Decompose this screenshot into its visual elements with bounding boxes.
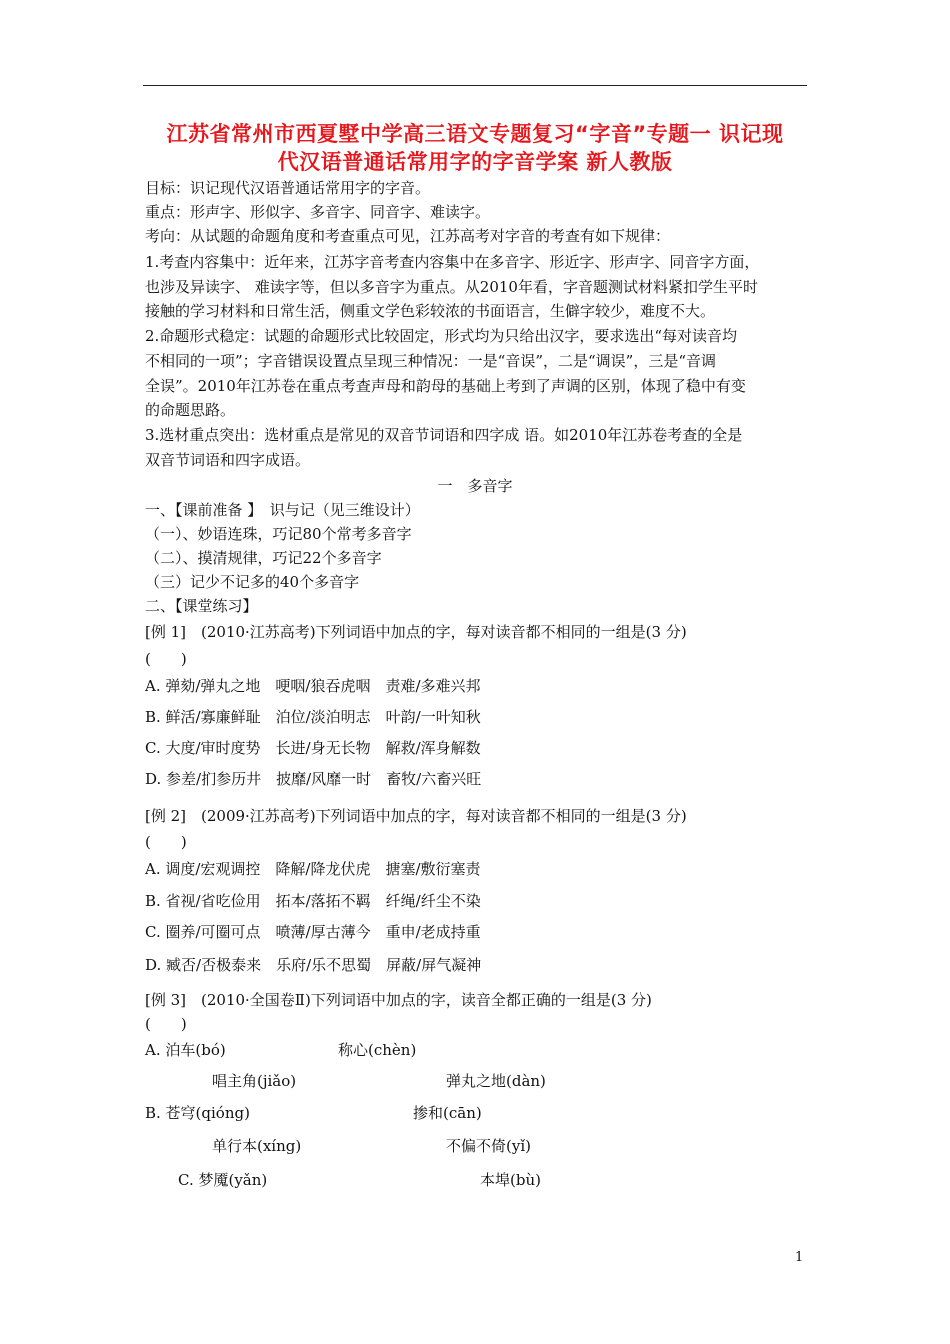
prep-item-3: （三）记少不记多的40个多音字 xyxy=(145,573,360,591)
example-1-option-c: C. 大度/审时度势 长进/身无长物 解救/浑身解数 xyxy=(145,739,481,757)
example-3-option-a-2: 称心(chèn) xyxy=(338,1041,417,1059)
point3-line2: 双音节词语和四字成语。 xyxy=(145,451,311,469)
example-2-option-d: D. 臧否/否极泰来 乐府/乐不思蜀 屏蔽/屏气凝神 xyxy=(145,956,482,974)
point3-line1: 3.选材重点突出：选材重点是常见的双音节词语和四字成 语。如2010年江苏卷考查的全是 xyxy=(145,426,743,444)
title-line-1: 江苏省常州市西夏墅中学高三语文专题复习“字音”专题一 识记现 xyxy=(166,122,784,146)
example-1-stem: [例 1] (2010·江苏高考)下列词语中加点的字，每对读音都不相同的一组是(3 分) xyxy=(145,623,687,641)
example-1-answer-paren: ( ) xyxy=(145,650,187,668)
example-3-answer-paren: ( ) xyxy=(145,1015,187,1033)
example-1-option-d: D. 参差/扪参历井 披靡/风靡一时 畜牧/六畜兴旺 xyxy=(145,770,482,788)
example-3-option-c-1: C. 梦魇(yǎn) xyxy=(178,1171,268,1189)
example-3-option-b-1: B. 苍穹(qióng) xyxy=(145,1104,250,1122)
direction-line: 考向：从试题的命题角度和考查重点可见，江苏高考对字音的考查有如下规律： xyxy=(145,227,671,245)
example-3-option-b-4: 不偏不倚(yǐ) xyxy=(446,1137,531,1155)
point2-line2: 不相同的一项”；字音错误设置点呈现三种情况：一是“音误”，二是“调误”，三是“音调 xyxy=(145,352,717,370)
point2-line4: 的命题思路。 xyxy=(145,401,236,419)
focus-line: 重点：形声字、形似字、多音字、同音字、难读字。 xyxy=(145,203,491,221)
document-title xyxy=(130,120,820,176)
example-3-stem: [例 3] (2010·全国卷Ⅱ)下列词语中加点的字，读音全都正确的一组是(3 分) xyxy=(145,991,652,1009)
practice-heading: 二、【课堂练习】 xyxy=(145,597,258,615)
prep-item-2: （二）、摸清规律，巧记22个多音字 xyxy=(145,549,382,567)
goal-line: 目标：识记现代汉语普通话常用字的字音。 xyxy=(145,179,431,197)
example-3-option-c-2: 本埠(bù) xyxy=(480,1171,541,1189)
example-3-option-a-4: 弹丸之地(dàn) xyxy=(446,1072,546,1090)
example-1-option-b: B. 鲜活/寡廉鲜耻 泊位/淡泊明志 叶韵/一叶知秋 xyxy=(145,708,481,726)
example-3-option-b-2: 掺和(cān) xyxy=(413,1104,482,1122)
title-line-2: 代汉语普通话常用字的字音学案 新人教版 xyxy=(277,150,673,174)
point2-line1: 2.命题形式稳定：试题的命题形式比较固定，形式均为只给出汉字，要求选出“每对读音均 xyxy=(145,327,737,345)
example-3-option-a-1: A. 泊车(bó) xyxy=(145,1041,226,1059)
example-2-option-c: C. 圈养/可圈可点 喷薄/厚古薄今 重申/老成持重 xyxy=(145,923,481,941)
example-2-option-b: B. 省视/省吃俭用 拓本/落拓不羁 纤绳/纤尘不染 xyxy=(145,892,481,910)
example-2-option-a: A. 调度/宏观调控 降解/降龙伏虎 搪塞/敷衍塞责 xyxy=(145,860,481,878)
example-3-option-b-3: 单行本(xíng) xyxy=(212,1137,302,1155)
example-1-option-a: A. 弹劾/弹丸之地 哽咽/狼吞虎咽 责难/多难兴邦 xyxy=(145,677,481,695)
point1-line3: 接触的学习材料和日常生活，侧重文学色彩较浓的书面语言，生僻字较少，难度不大。 xyxy=(145,302,716,320)
example-3-option-a-3: 唱主角(jiǎo) xyxy=(212,1072,297,1090)
section-heading: 一 多音字 xyxy=(437,477,513,495)
prep-item-1: （一）、妙语连珠，巧记80个常考多音字 xyxy=(145,525,412,543)
point1-line1: 1.考查内容集中：近年来，江苏字音考查内容集中在多音字、形近字、形声字、同音字方面， xyxy=(145,253,760,271)
page-number: 1 xyxy=(795,1250,804,1265)
header-rule xyxy=(143,85,807,86)
example-2-stem: [例 2] (2009·江苏高考)下列词语中加点的字，每对读音都不相同的一组是(3 分) xyxy=(145,807,687,825)
example-2-answer-paren: ( ) xyxy=(145,833,187,851)
point1-line2: 也涉及异读字、 难读字等，但以多音字为重点。从2010年看，字音题测试材料紧扣学生平时 xyxy=(145,278,758,296)
prep-heading: 一、【课前准备 】 识与记（见三维设计） xyxy=(145,501,420,519)
point2-line3: 全误”。2010年江苏卷在重点考查声母和韵母的基础上考到了声调的区别，体现了稳中有变 xyxy=(145,377,746,395)
